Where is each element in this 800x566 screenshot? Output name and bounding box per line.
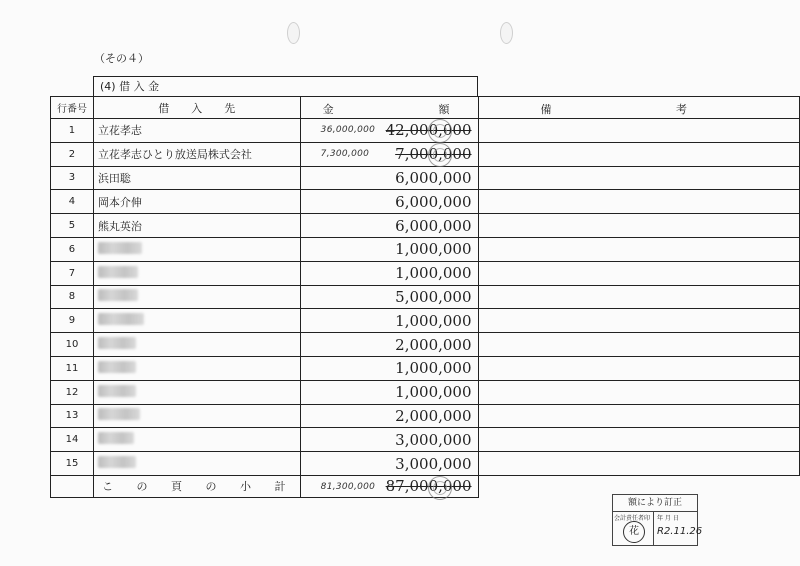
table-row <box>51 214 800 238</box>
amount-cell <box>300 309 478 333</box>
note-cell <box>478 119 799 143</box>
row-number: 12 <box>51 380 94 404</box>
amount-cell <box>300 356 478 380</box>
redaction-blur <box>98 456 136 468</box>
subtotal-amount-cell <box>300 475 478 497</box>
header-note-left: 備 <box>540 103 552 116</box>
amount: 2,000,000 <box>395 406 472 425</box>
note-cell <box>478 142 799 166</box>
redaction-blur <box>98 385 136 397</box>
amount: 1,000,000 <box>395 383 472 402</box>
table-row <box>51 428 800 452</box>
amount-cell <box>300 261 478 285</box>
note-cell <box>478 380 799 404</box>
note-cell <box>478 428 799 452</box>
redaction-blur <box>98 361 136 373</box>
binder-hole <box>500 22 513 44</box>
amount-cell <box>300 214 478 238</box>
table-row <box>51 142 800 166</box>
amount-cell <box>300 428 478 452</box>
note-cell <box>478 166 799 190</box>
amount: 3,000,000 <box>395 430 472 449</box>
amount-cell <box>300 404 478 428</box>
header-lender: 借 入 先 <box>93 97 300 119</box>
amount: 5,000,000 <box>395 287 472 306</box>
row-number: 4 <box>51 190 94 214</box>
lender-name: 立花孝志 <box>93 119 300 143</box>
redaction-blur <box>98 313 144 325</box>
table-row <box>51 380 800 404</box>
lender-name-redacted <box>93 356 300 380</box>
subtotal-amount: 87,000,000 <box>385 477 472 496</box>
table-row <box>51 356 800 380</box>
note-cell <box>478 214 799 238</box>
correction-seal <box>428 143 452 167</box>
amount-cell <box>300 142 478 166</box>
section-title: (4) 借 入 金 <box>93 76 478 96</box>
lender-name-redacted <box>93 428 300 452</box>
redaction-blur <box>98 432 134 444</box>
stamp-right-caption: 年 月 日 <box>657 515 679 522</box>
amount: 7,000,000 <box>395 145 472 164</box>
note-cell <box>478 309 799 333</box>
lender-name-redacted <box>93 309 300 333</box>
header-amount-right: 額 <box>438 103 450 116</box>
lender-name: 岡本介伸 <box>93 190 300 214</box>
amount: 1,000,000 <box>395 264 472 283</box>
row-number: 14 <box>51 428 94 452</box>
table-header-row <box>51 97 800 119</box>
table-row <box>51 333 800 357</box>
table-row <box>51 285 800 309</box>
table-row <box>51 261 800 285</box>
correction-seal <box>428 476 452 500</box>
stamp-title: 額により訂正 <box>613 495 697 512</box>
correction-seal <box>428 119 452 143</box>
lender-name-redacted <box>93 285 300 309</box>
note-cell <box>478 190 799 214</box>
table-row <box>51 119 800 143</box>
redaction-blur <box>98 242 142 254</box>
note-cell <box>478 356 799 380</box>
amount-cell <box>300 190 478 214</box>
loan-table <box>50 96 800 498</box>
amount: 3,000,000 <box>395 454 472 473</box>
subtotal-label: こ の 頁 の 小 計 <box>93 475 300 497</box>
amount: 1,000,000 <box>395 359 472 378</box>
redaction-blur <box>98 289 138 301</box>
amount: 2,000,000 <box>395 335 472 354</box>
amount-cell <box>300 333 478 357</box>
row-number: 15 <box>51 452 94 476</box>
redaction-blur <box>98 408 140 420</box>
corrected-amount: 7,300,000 <box>320 148 370 159</box>
amount: 1,000,000 <box>395 311 472 330</box>
lender-name: 立花孝志ひとり放送局株式会社 <box>93 142 300 166</box>
row-number: 10 <box>51 333 94 357</box>
lender-name-redacted <box>93 452 300 476</box>
lender-name-redacted <box>93 404 300 428</box>
stamp-date: R2.11.26 <box>657 526 703 537</box>
amount: 42,000,000 <box>385 121 472 140</box>
note-cell <box>478 237 799 261</box>
corrected-amount: 36,000,000 <box>320 125 376 135</box>
amount: 6,000,000 <box>395 168 472 187</box>
row-number: 7 <box>51 261 94 285</box>
lender-name: 熊丸英治 <box>93 214 300 238</box>
table-row <box>51 166 800 190</box>
table-row <box>51 190 800 214</box>
lender-name-redacted <box>93 333 300 357</box>
lender-name: 浜田聡 <box>93 166 300 190</box>
table-row <box>51 404 800 428</box>
amount: 1,000,000 <box>395 240 472 259</box>
amount-cell <box>300 166 478 190</box>
row-number: 6 <box>51 237 94 261</box>
note-cell <box>478 333 799 357</box>
amount-cell <box>300 380 478 404</box>
amount-cell <box>300 237 478 261</box>
amount-cell <box>300 285 478 309</box>
table-row <box>51 309 800 333</box>
binder-hole <box>287 22 300 44</box>
amount: 6,000,000 <box>395 216 472 235</box>
stamp-seal: 花 <box>623 521 645 543</box>
amount-cell <box>300 452 478 476</box>
table-row <box>51 237 800 261</box>
row-number: 9 <box>51 309 94 333</box>
header-note-right: 考 <box>676 103 687 116</box>
header-amount-left: 金 <box>322 103 334 116</box>
row-number: 1 <box>51 119 94 143</box>
correction-stamp <box>612 494 703 546</box>
header-row-no: 行番号 <box>51 97 94 119</box>
note-cell <box>478 452 799 476</box>
redaction-blur <box>98 337 136 349</box>
table-row <box>51 452 800 476</box>
header-amount <box>300 97 478 119</box>
stamp-left-caption: 会計責任者印 <box>614 515 651 522</box>
note-cell <box>478 261 799 285</box>
note-cell <box>478 404 799 428</box>
header-note <box>478 97 799 119</box>
row-number: 2 <box>51 142 94 166</box>
row-number: 11 <box>51 356 94 380</box>
lender-name-redacted <box>93 237 300 261</box>
lender-name-redacted <box>93 261 300 285</box>
page-label: （その４） <box>94 52 149 65</box>
redaction-blur <box>98 266 138 278</box>
note-cell <box>478 285 799 309</box>
subtotal-corrected-amount: 81,300,000 <box>320 481 376 492</box>
row-number: 8 <box>51 285 94 309</box>
row-number: 3 <box>51 166 94 190</box>
row-number: 13 <box>51 404 94 428</box>
lender-name-redacted <box>93 380 300 404</box>
row-number: 5 <box>51 214 94 238</box>
amount-cell <box>300 119 478 143</box>
amount: 6,000,000 <box>395 192 472 211</box>
